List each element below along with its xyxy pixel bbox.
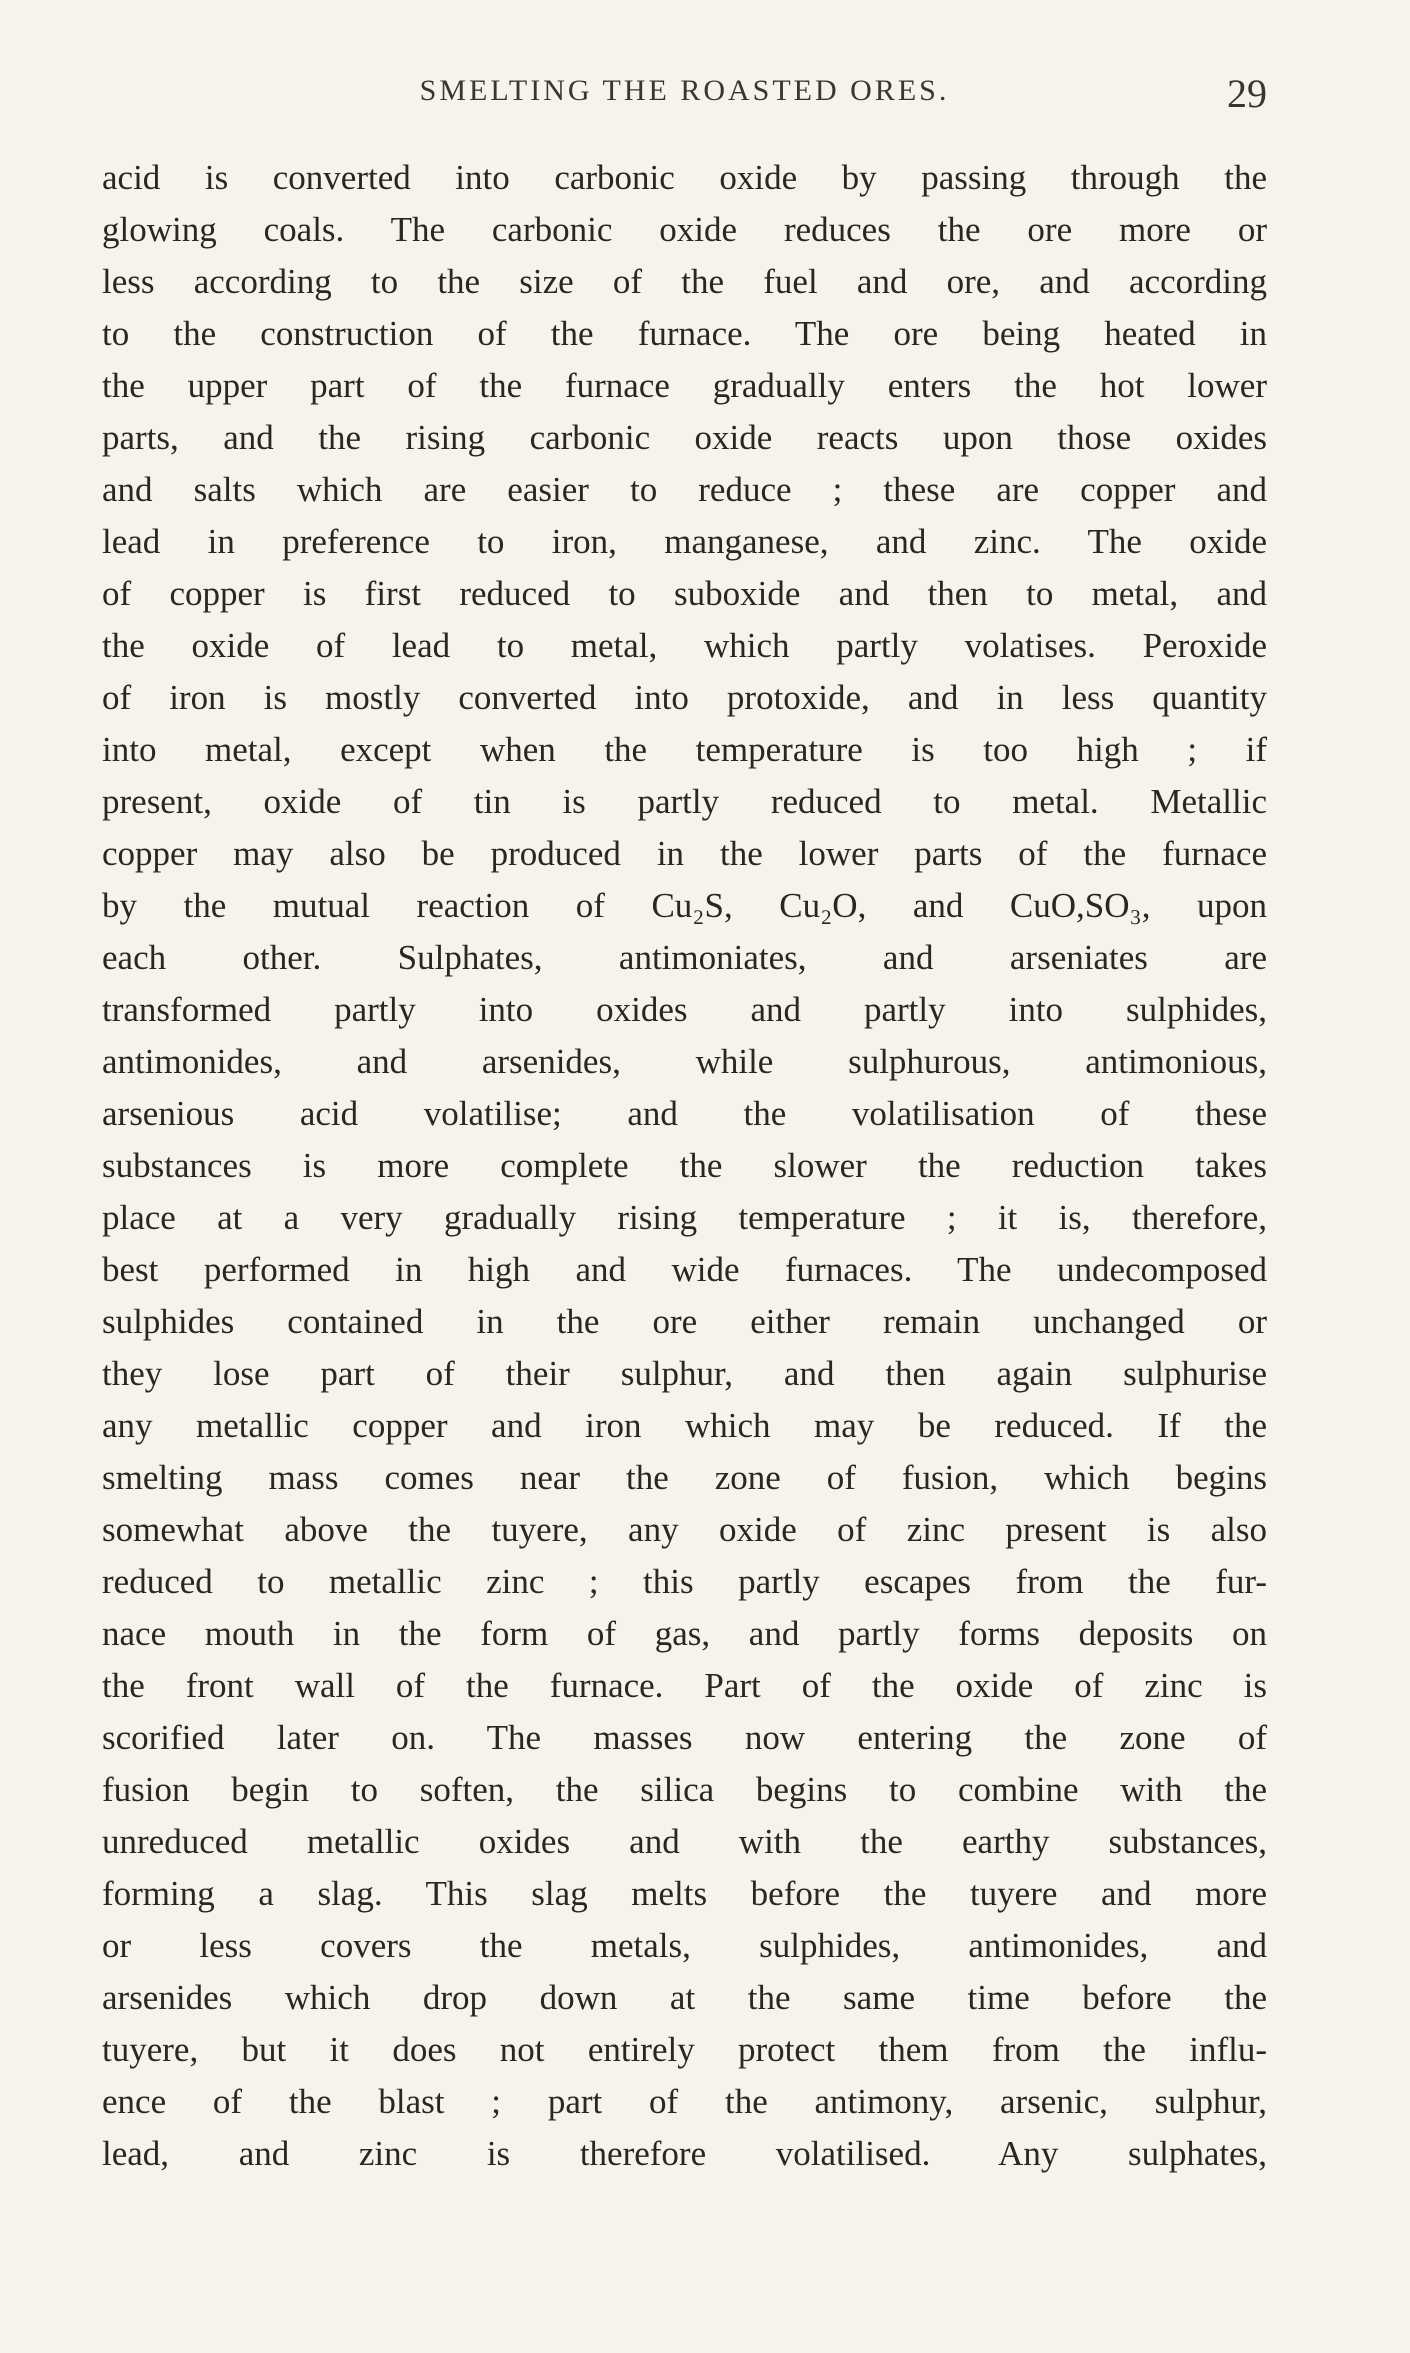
text-line: the oxide of lead to metal, which partly volatises. Peroxide	[102, 626, 1267, 665]
text-line: of copper is first reduced to suboxide and then to metal, and	[102, 574, 1267, 613]
running-title: SMELTING THE ROASTED ORES.	[419, 74, 950, 107]
page-number: 29	[1227, 71, 1267, 116]
text-line: or less covers the metals, sulphides, antimonides, and	[102, 1926, 1267, 1965]
text-line: by the mutual reaction of Cu₂S, Cu₂O, and CuO,SO₃, upon	[102, 886, 1267, 925]
text-line: parts, and the rising carbonic oxide reacts upon those oxides	[102, 418, 1267, 457]
text-line: to the construction of the furnace. The ore being heated in	[102, 314, 1267, 353]
text-line: tuyere, but it does not entirely protect them from the influ-	[102, 2030, 1267, 2069]
text-line: scorified later on. The masses now entering the zone of	[102, 1718, 1267, 1757]
text-line: place at a very gradually rising temperature ; it is, therefore,	[102, 1198, 1267, 1237]
text-line: transformed partly into oxides and partly into sulphides,	[102, 990, 1267, 1029]
text-line: any metallic copper and iron which may be reduced. If the	[102, 1406, 1267, 1445]
text-line: forming a slag. This slag melts before the tuyere and more	[102, 1874, 1267, 1913]
text-line: they lose part of their sulphur, and then again sulphurise	[102, 1354, 1267, 1393]
text-line: into metal, except when the temperature is too high ; if	[102, 730, 1267, 769]
text-line: reduced to metallic zinc ; this partly escapes from the fur-	[102, 1562, 1267, 1601]
text-line: each other. Sulphates, antimoniates, and arseniates are	[102, 938, 1267, 977]
text-line: smelting mass comes near the zone of fusion, which begins	[102, 1458, 1267, 1497]
text-line: copper may also be produced in the lower parts of the furnace	[102, 834, 1267, 873]
text-line: glowing coals. The carbonic oxide reduces the ore more or	[102, 210, 1267, 249]
text-line: arsenides which drop down at the same time before the	[102, 1978, 1267, 2017]
text-line: the upper part of the furnace gradually enters the hot lower	[102, 366, 1267, 405]
text-line: arsenious acid volatilise; and the volatilisation of these	[102, 1094, 1267, 1133]
text-line: less according to the size of the fuel and ore, and according	[102, 262, 1267, 301]
text-line: fusion begin to soften, the silica begins to combine with the	[102, 1770, 1267, 1809]
text-line: best performed in high and wide furnaces. The undecomposed	[102, 1250, 1267, 1289]
text-line: and salts which are easier to reduce ; these are copper and	[102, 470, 1267, 509]
text-line: nace mouth in the form of gas, and partly forms deposits on	[102, 1614, 1267, 1653]
text-line: somewhat above the tuyere, any oxide of zinc present is also	[102, 1510, 1267, 1549]
text-line: of iron is mostly converted into protoxide, and in less quantity	[102, 678, 1267, 717]
text-line: substances is more complete the slower the reduction takes	[102, 1146, 1267, 1185]
text-line: ence of the blast ; part of the antimony, arsenic, sulphur,	[102, 2082, 1267, 2121]
text-line: lead, and zinc is therefore volatilised. Any sulphates,	[102, 2134, 1267, 2173]
text-line: antimonides, and arsenides, while sulphurous, antimonious,	[102, 1042, 1267, 1081]
body-paragraph	[102, 152, 1267, 2180]
running-head	[102, 71, 1267, 120]
text-line: the front wall of the furnace. Part of the oxide of zinc is	[102, 1666, 1267, 1705]
text-line: unreduced metallic oxides and with the earthy substances,	[102, 1822, 1267, 1861]
text-line: sulphides contained in the ore either remain unchanged or	[102, 1302, 1267, 1341]
text-line: present, oxide of tin is partly reduced to metal. Metallic	[102, 782, 1267, 821]
text-line: acid is converted into carbonic oxide by passing through the	[102, 158, 1267, 197]
text-line: lead in preference to iron, manganese, and zinc. The oxide	[102, 522, 1267, 561]
